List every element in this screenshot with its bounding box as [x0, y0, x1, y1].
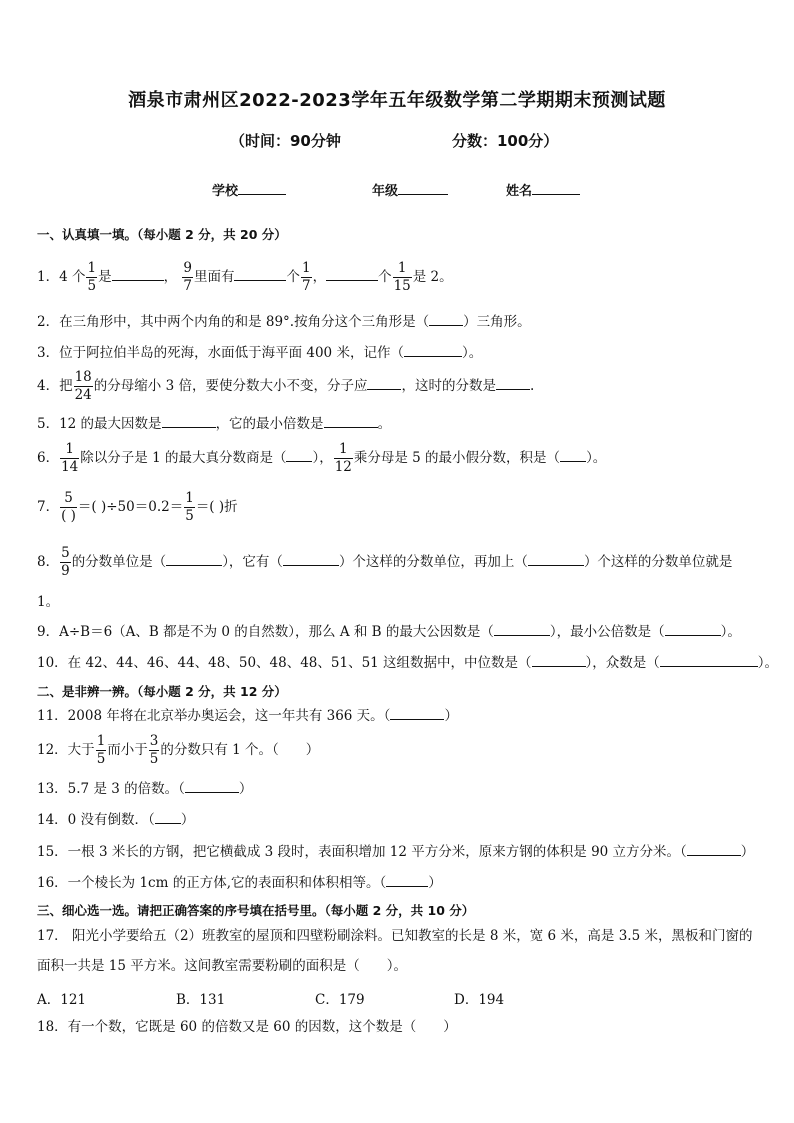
- question-18: 18．有一个数，它既是 60 的倍数又是 60 的因数，这个数是（ ）: [37, 1019, 457, 1035]
- fraction: $\frac{18}{24}$: [74, 369, 92, 403]
- name-blank[interactable]: [532, 182, 580, 195]
- answer-blank[interactable]: [660, 654, 758, 667]
- answer-blank[interactable]: [496, 377, 530, 390]
- page-title: 酒泉市肃州区2022-2023学年五年级数学第二学期期末预测试题: [128, 90, 666, 111]
- question-4: 4．把 $\frac{18}{24}$ 的分母缩小 3 倍，要使分数大小不变，分子应 ，这时的分数是 .: [37, 369, 535, 403]
- score-label: 分数：100分）: [452, 132, 559, 150]
- question-12: 12．大于 $\frac{1}{5}$ 而小于 $\frac{3}{5}$ 的分数只有 1 个。（ ）: [37, 733, 320, 767]
- question-8: 8． $\frac{5}{9}$ 的分数单位是（ ），它有（ ）个这样的分数单位，再加上（ ）个这样的分数单位就是: [37, 545, 733, 579]
- grade-blank[interactable]: [398, 182, 448, 195]
- name-label: 姓名: [506, 184, 533, 199]
- answer-blank[interactable]: [162, 415, 216, 428]
- section-heading-choice: 三、细心选一选。请把正确答案的序号填在括号里。（每小题 2 分，共 10 分）: [37, 903, 475, 918]
- answer-blank[interactable]: [324, 415, 378, 428]
- question-10: 10．在 42、44、46、44、48、50、48、48、51、51 这组数据中，中位数是（ ），众数是（ ）。: [37, 655, 779, 671]
- question-7: 7． $\frac{5}{( )}$ ＝( )÷50＝0.2＝ $\frac{1}{5}$ ＝( )折: [37, 490, 238, 524]
- school-field[interactable]: [212, 180, 286, 199]
- school-blank[interactable]: [238, 182, 286, 195]
- answer-blank[interactable]: [560, 449, 586, 462]
- answer-blank[interactable]: [283, 553, 339, 566]
- answer-blank[interactable]: [386, 874, 428, 887]
- fraction: $\frac{1}{14}$: [61, 441, 79, 475]
- answer-blank[interactable]: [494, 623, 550, 636]
- question-17-line1: 17． 阳光小学要给五（2）班教室的屋顶和四壁粉刷涂料。已知教室的长是 8 米，宽 6 米，高是 3.5 米，黑板和门窗的: [37, 928, 753, 944]
- question-6: 6． $\frac{1}{14}$ 除以分子是 1 的最大真分数商是（ ）， $\frac{1}{12}$ 乘分母是 5 的最小假分数，积是（ ）。: [37, 441, 607, 475]
- question-14: 14．0 没有倒数．（ ）: [37, 812, 195, 828]
- answer-blank[interactable]: [665, 623, 721, 636]
- question-1: 1．4 个 $\frac{1}{5}$ 是 ， $\frac{9}{7}$ 里面有 个 $\frac{1}{7}$ ， 个 $\frac{1}{15}$ 是 2。: [37, 260, 453, 294]
- fraction: $\frac{1}{7}$: [301, 260, 311, 294]
- answer-blank[interactable]: [234, 268, 286, 281]
- answer-blank[interactable]: [326, 268, 378, 281]
- fraction: $\frac{5}{9}$: [61, 545, 70, 579]
- option-d[interactable]: D．194: [454, 992, 505, 1008]
- answer-blank[interactable]: [286, 449, 312, 462]
- question-11: 11．2008 年将在北京举办奥运会，这一年共有 366 天。（ ）: [37, 708, 458, 724]
- school-label: 学校: [212, 184, 239, 199]
- option-b[interactable]: B．131: [176, 992, 226, 1008]
- fraction: $\frac{1}{5}$: [185, 490, 194, 524]
- question-2: 2．在三角形中，其中两个内角的和是 89°.按角分这个三角形是（ ）三角形。: [37, 314, 531, 330]
- answer-blank[interactable]: [112, 268, 164, 281]
- option-c[interactable]: C．179: [315, 992, 365, 1008]
- name-field[interactable]: [506, 180, 580, 199]
- question-17-line2: 面积一共是 15 平方米。这间教室需要粉刷的面积是（ ）。: [37, 958, 408, 974]
- section-heading-judge: 二、是非辨一辨。（每小题 2 分，共 12 分）: [37, 684, 287, 699]
- answer-blank[interactable]: [687, 843, 741, 856]
- answer-blank[interactable]: [367, 377, 401, 390]
- answer-blank[interactable]: [185, 780, 239, 793]
- time-label: （时间：90分钟: [230, 132, 341, 150]
- fraction: $\frac{5}{( )}$: [61, 490, 76, 524]
- answer-blank[interactable]: [155, 811, 181, 824]
- answer-blank[interactable]: [528, 553, 584, 566]
- question-13: 13．5.7 是 3 的倍数。（ ）: [37, 781, 253, 797]
- grade-field[interactable]: [372, 180, 448, 199]
- question-15: 15．一根 3 米长的方钢，把它横截成 3 段时，表面积增加 12 平方分米，原来方钢的体积是 90 立方分米。（ ）: [37, 844, 755, 860]
- answer-blank[interactable]: [404, 344, 462, 357]
- fraction: $\frac{1}{15}$: [393, 260, 411, 294]
- question-9: 9．A÷B＝6（A、B 都是不为 0 的自然数），那么 A 和 B 的最大公因数是（ ），最小公倍数是（ ）。: [37, 624, 741, 640]
- fraction: $\frac{1}{5}$: [96, 733, 106, 767]
- answer-blank[interactable]: [532, 654, 586, 667]
- fraction: $\frac{1}{5}$: [87, 260, 97, 294]
- fraction: $\frac{3}{5}$: [149, 733, 159, 767]
- answer-blank[interactable]: [429, 313, 463, 326]
- answer-blank[interactable]: [390, 707, 444, 720]
- question-3: 3．位于阿拉伯半岛的死海，水面低于海平面 400 米，记作（ ）。: [37, 345, 483, 361]
- section-heading-fill: 一、认真填一填。（每小题 2 分，共 20 分）: [37, 227, 287, 242]
- grade-label: 年级: [372, 184, 399, 199]
- fraction: $\frac{1}{12}$: [334, 441, 352, 475]
- question-8-cont: 1。: [37, 594, 60, 610]
- answer-blank[interactable]: [166, 553, 222, 566]
- question-5: 5．12 的最大因数是 ，它的最小倍数是 。: [37, 416, 392, 432]
- fraction: $\frac{9}{7}$: [183, 260, 192, 294]
- question-16: 16．一个棱长为 1cm 的正方体,它的表面积和体积相等。（ ）: [37, 875, 442, 891]
- option-a[interactable]: A．121: [37, 992, 87, 1008]
